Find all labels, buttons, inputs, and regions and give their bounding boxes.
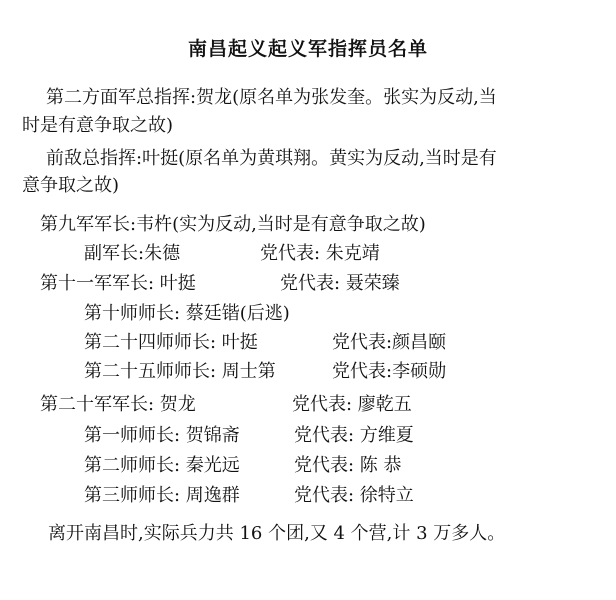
summary-strength: 离开南昌时,实际兵力共 16 个团,又 4 个营,计 3 万多人。	[48, 523, 506, 544]
roster-party-rep: 党代表: 朱克靖	[260, 243, 380, 264]
roster-role: 第二十五师师长: 周士第	[84, 361, 276, 382]
roster-role: 第二十四师师长: 叶挺	[84, 332, 258, 353]
roster-first-division	[84, 424, 414, 448]
roster-role: 第三师师长: 周逸群	[84, 485, 240, 506]
roster-role: 第二师师长: 秦光远	[84, 455, 240, 476]
roster-party-rep: 党代表: 方维夏	[294, 425, 414, 446]
roster-party-rep: 党代表:李硕勋	[332, 361, 447, 382]
roster-party-rep: 党代表: 陈 恭	[294, 455, 402, 476]
roster-twentieth-army	[40, 393, 412, 417]
paragraph-commander-line1: 第二方面军总指挥:贺龙(原名单为张发奎。张实为反动,当	[46, 87, 497, 108]
roster-second-division	[84, 454, 402, 478]
roster-party-rep: 党代表: 聂荣臻	[280, 273, 400, 294]
roster-25th-division	[84, 360, 446, 384]
paragraph-front-commander-line1: 前敌总指挥:叶挺(原名单为黄琪翔。黄实为反动,当时是有	[46, 148, 497, 169]
paragraph-front-commander-line2: 意争取之故)	[22, 175, 120, 196]
roster-role: 副军长:朱德	[84, 243, 181, 264]
roster-third-division	[84, 484, 414, 508]
roster-party-rep: 党代表:颜昌颐	[332, 332, 447, 353]
roster-ninth-army: 第九军军长:韦杵(实为反动,当时是有意争取之故)	[40, 214, 426, 235]
roster-tenth-division: 第十师师长: 蔡廷锴(后逃)	[84, 303, 290, 324]
roster-24th-division	[84, 331, 446, 355]
roster-party-rep: 党代表: 廖乾五	[292, 394, 412, 415]
roster-party-rep: 党代表: 徐特立	[294, 485, 414, 506]
roster-role: 第一师师长: 贺锦斋	[84, 425, 240, 446]
document-title: 南昌起义起义军指挥员名单	[187, 38, 428, 60]
paragraph-commander-line2: 时是有意争取之故)	[22, 115, 174, 136]
roster-role: 第二十军军长: 贺龙	[40, 394, 196, 415]
roster-role: 第十一军军长: 叶挺	[40, 273, 196, 294]
roster-eleventh-army	[40, 272, 400, 296]
roster-ninth-deputy	[84, 242, 380, 266]
